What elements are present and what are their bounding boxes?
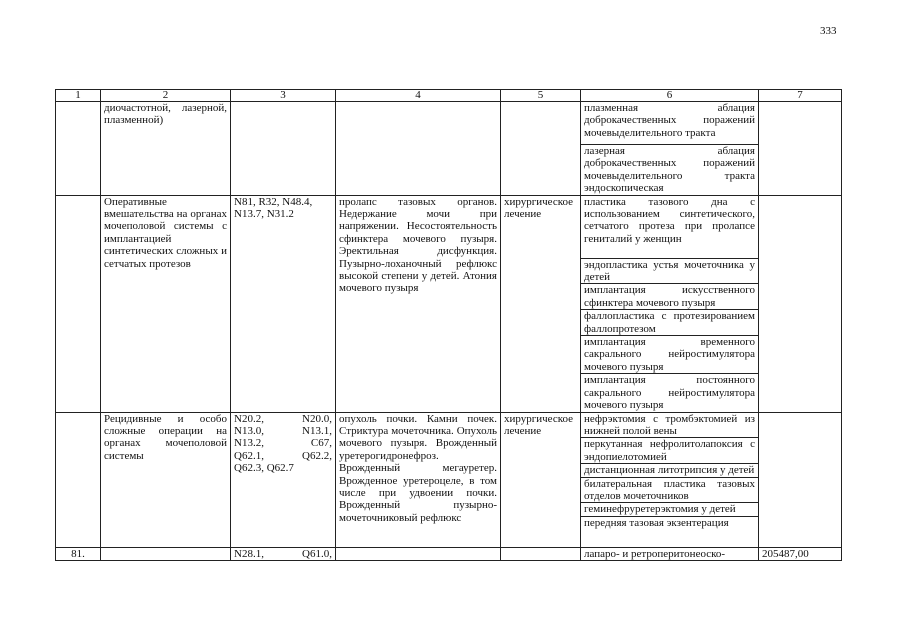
methods-cell <box>581 102 759 196</box>
page-number: 333 <box>820 25 837 37</box>
column-header: 4 <box>336 90 501 102</box>
column-header: 7 <box>759 90 842 102</box>
method-item: эндопластика устья мочеточника у детей <box>581 259 758 285</box>
intervention-name: Рецидивные и особо сложные операции на органах мочеполовой системы <box>101 412 231 547</box>
table-header-row <box>56 90 842 102</box>
table-row <box>56 412 842 547</box>
item-number: 81. <box>56 547 101 560</box>
column-header: 3 <box>231 90 336 102</box>
diagnosis-description: опухоль почки. Камни почек. Стриктура мочеточника. Опухоль мочевого пузыря. Врожденный уретерогидронефроз. Врожденный мегауретер. Врожденное уретероцеле, в том числе при удвоении почки. Врожденный пузырно-мочеточниковый рефлюкс <box>336 412 501 547</box>
table-row <box>56 547 842 560</box>
method-item: геминефруретерэктомия у детей <box>581 503 758 516</box>
method-item: пластика тазового дна с использованием синтетического, сетчатого протеза при пролапсе гениталий у женщин <box>581 196 758 259</box>
icd-codes: N28.1, Q61.0, <box>231 547 336 560</box>
methods-cell <box>581 412 759 547</box>
treatment-type: хирургическое лечение <box>501 412 581 547</box>
column-header: 5 <box>501 90 581 102</box>
icd-codes: N81, R32, N48.4, N13.7, N31.2 <box>231 195 336 412</box>
method-item: нефрэктомия с тромбэктомией из нижней полой вены <box>581 413 758 439</box>
method-item: лазерная аблация доброкачественных поражений мочевыделительного тракта эндоскопическая <box>584 145 755 195</box>
method-item: передняя тазовая экзентерация <box>584 516 729 529</box>
method-item: плазменная аблация доброкачественных поражений мочевыделительного тракта <box>581 102 758 145</box>
column-header: 6 <box>581 90 759 102</box>
method-item: имплантация искусственного сфинктера мочевого пузыря <box>581 284 758 310</box>
treatment-type: хирургическое лечение <box>501 195 581 412</box>
method-item: перкутанная нефролитолапоксия с эндопиелотомией <box>581 438 758 464</box>
cost-value: 205487,00 <box>759 547 842 560</box>
intervention-name: Оперативные вмешательства на органах мочеполовой системы с имплантацией синтетических сложных и сетчатых протезов <box>101 195 231 412</box>
method-item: лапаро- и ретроперитонеоско- <box>581 547 759 560</box>
method-item: имплантация временного сакрального нейростимулятора мочевого пузыря <box>581 336 758 374</box>
methods-cell <box>581 195 759 412</box>
icd-codes: N20.2, N20.0, N13.0, N13.1, N13.2, C67, Q62.1, Q62.2, Q62.3, Q62.7 <box>231 412 336 547</box>
method-item: дистанционная литотрипсия у детей <box>581 464 758 477</box>
column-header: 1 <box>56 90 101 102</box>
medical-services-table <box>55 89 842 561</box>
table-row <box>56 102 842 196</box>
table-row <box>56 195 842 412</box>
intervention-name: диочастотной, лазерной, плазменной) <box>101 102 231 196</box>
method-item: фаллопластика с протезированием фаллопротезом <box>581 310 758 336</box>
method-item: имплантация постоянного сакрального нейростимулятора мочевого пузыря <box>584 374 755 412</box>
column-header: 2 <box>101 90 231 102</box>
diagnosis-description: пролапс тазовых органов. Недержание мочи при напряжении. Несостоятельность сфинктера мочевого пузыря. Эректильная дисфункция. Пузырно-лоханочный рефлюкс высокой степени у детей. Атония мочевого пузыря <box>336 195 501 412</box>
method-item: билатеральная пластика тазовых отделов мочеточников <box>581 478 758 504</box>
